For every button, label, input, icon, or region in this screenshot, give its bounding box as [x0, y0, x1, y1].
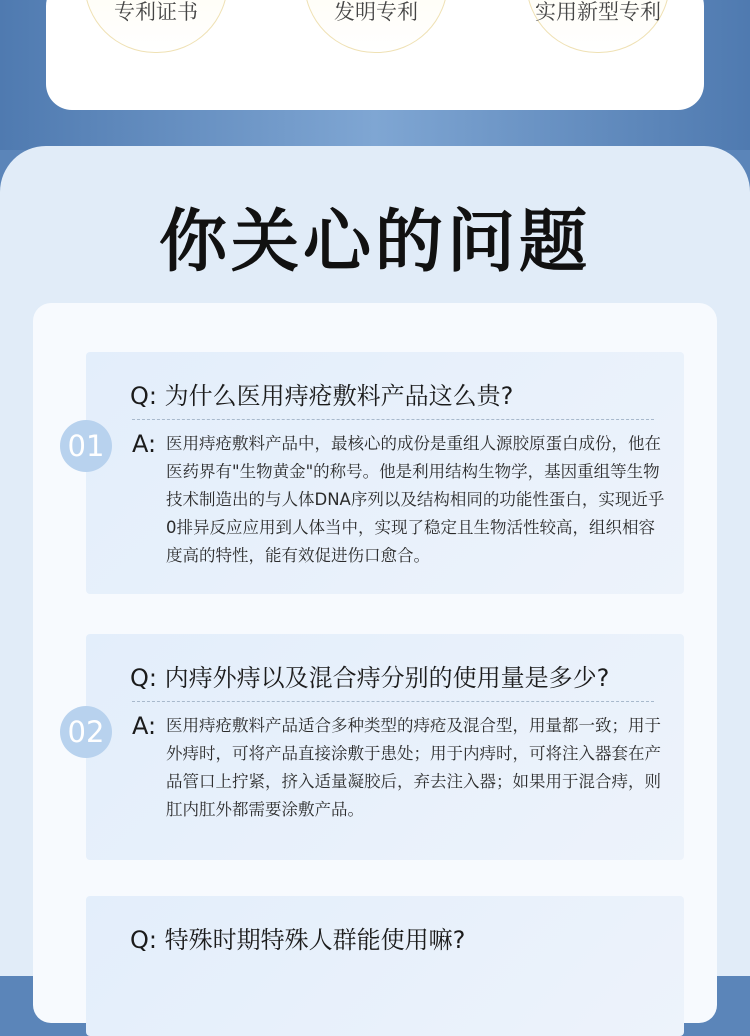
patent-certificate-label: 专利证书 [114, 0, 198, 24]
faq-item-number-badge: 02 [60, 706, 112, 758]
utility-model-patent-badge [526, 0, 670, 53]
invention-patent-label: 发明专利 [334, 0, 418, 24]
faq-title: 你关心的问题 [158, 203, 591, 282]
dashed-divider [132, 701, 654, 702]
faq-item-2 [67, 634, 684, 860]
answer-marker: A: [132, 430, 157, 458]
faq-item-3 [86, 896, 684, 1036]
faq-question: Q: 特殊时期特殊人群能使用嘛? [130, 926, 466, 954]
faq-answer: 医用痔疮敷料产品中，最核心的成份是重组人源胶原蛋白成份，他在医药界有"生物黄金"的称号。他是利用结构生物学，基因重组等生物技术制造出的与人体DNA序列以及结构相同的功能性蛋白，实现近乎0排异反应应用到人体当中，实现了稳定且生物活性较高，组织相容度高的特性，能有效促进伤口愈合。 [166, 434, 665, 565]
dashed-divider [132, 419, 654, 420]
answer-marker: A: [132, 712, 157, 740]
faq-item-1 [67, 352, 684, 594]
faq-answer: 医用痔疮敷料产品适合多种类型的痔疮及混合型，用量都一致；用于外痔时，可将产品直接涂敷于患处；用于内痔时，可将注入器套在产品管口上拧紧，挤入适量凝胶后，弃去注入器；如果用于混合痔，则肛内肛外都需要涂敷产品。 [166, 716, 661, 819]
faq-question: Q: 内痔外痔以及混合痔分别的使用量是多少? [130, 664, 610, 692]
faq-panel [33, 303, 717, 1023]
patent-certificate-badge [84, 0, 228, 53]
invention-patent-badge [304, 0, 448, 53]
utility-model-patent-label: 实用新型专利 [535, 0, 661, 24]
patent-certificate-card [46, 0, 704, 110]
faq-item-number-badge: 01 [60, 420, 112, 472]
faq-section [0, 146, 750, 976]
faq-question: Q: 为什么医用痔疮敷料产品这么贵? [130, 382, 514, 410]
